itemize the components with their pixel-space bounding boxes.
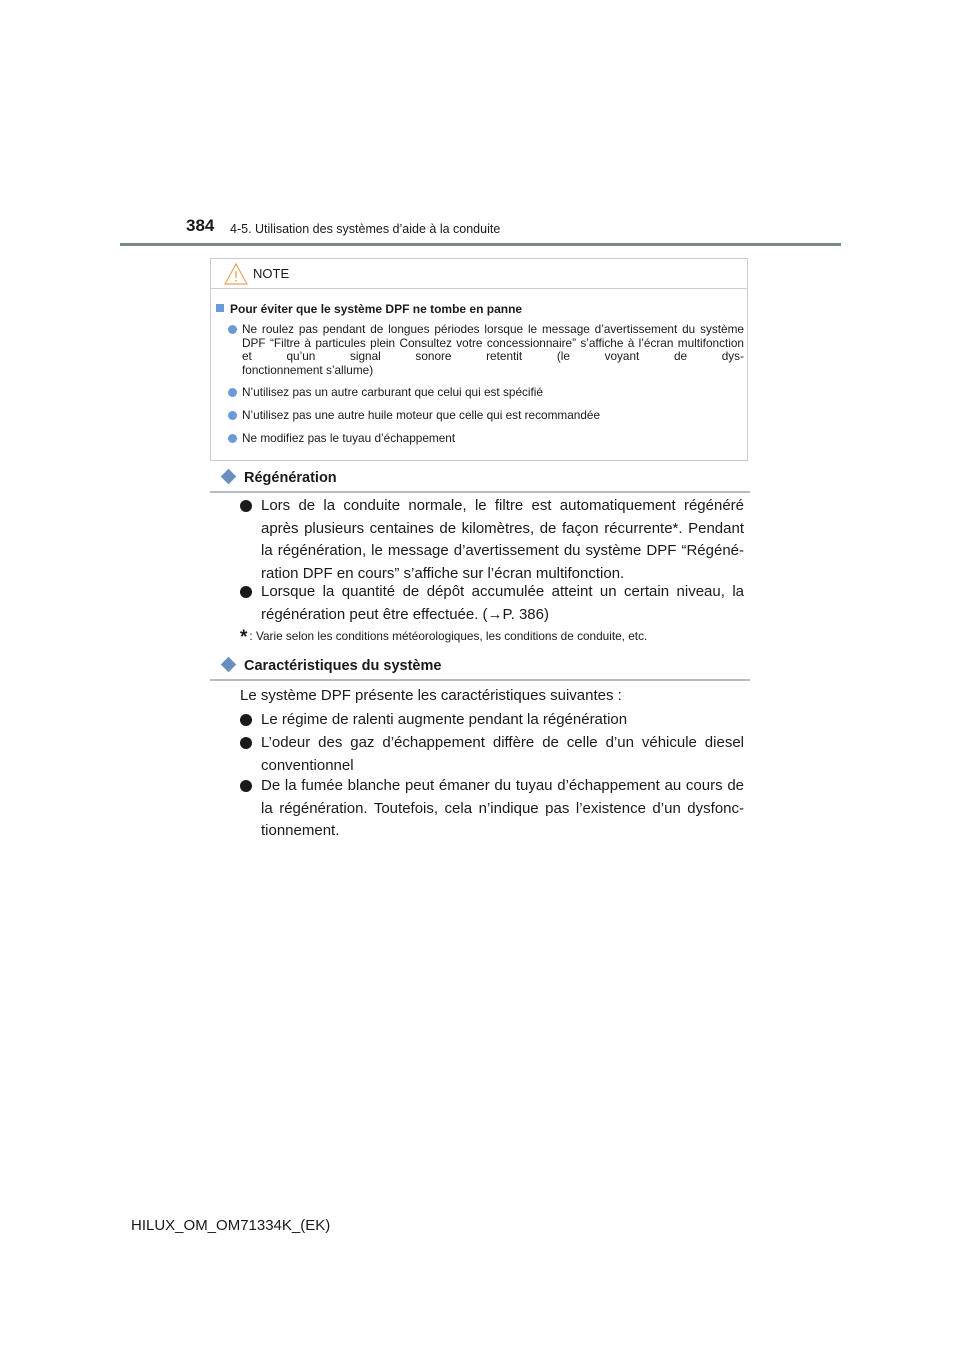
bullet-dot-icon [240, 714, 252, 726]
features-bullet [240, 775, 744, 843]
note-heading-text: Pour éviter que le système DPF ne tombe en panne [230, 302, 523, 316]
bullet-dot-icon [240, 586, 252, 598]
bullet-text-end: ration DPF en cours” s’affiche sur l’écran multifonction. [261, 564, 625, 582]
page-number: 384 [186, 216, 215, 235]
regeneration-heading [223, 470, 337, 486]
note-title: NOTE [253, 266, 290, 281]
bullet-text-end: conventionnel [261, 756, 354, 774]
diamond-icon [221, 657, 237, 673]
features-rule [210, 679, 750, 681]
bullet-text-end: régénération peut être effectuée. (→P. 386) [261, 605, 549, 623]
note-heading [216, 302, 522, 316]
note-item-text: Ne roulez pas pendant de longues périodes lorsque le message d’avertissement du système DPF “Filtre à particules plein Consultez votre concessionnaire” s’affiche à l’écran multifonction et qu’un signal sonore retentit (le voyant de dys- [242, 322, 744, 363]
footnote [240, 627, 647, 649]
document-code: HILUX_OM_OM71334K_(EK) [131, 1217, 331, 1234]
square-bullet-icon [216, 304, 224, 312]
bullet-text: Lors de la conduite normale, le filtre est automatiquement régénéré après plusieurs centaines de kilomètres, de façon récurrente*. Pendant la régénération, le message d’avertissement du système DPF “Régéné- [261, 497, 744, 559]
bullet-text: Le régime de ralenti augmente pendant la régénération [261, 711, 628, 728]
footnote-marker: * [240, 627, 248, 648]
regeneration-heading-text: Régénération [244, 470, 337, 486]
bullet-dot-icon [240, 737, 252, 749]
bullet-dot-icon [240, 500, 252, 512]
features-bullet [240, 709, 744, 732]
regeneration-bullet [240, 495, 744, 585]
note-item-text: Ne modifiez pas le tuyau d’échappement [242, 431, 456, 445]
note-item [228, 409, 744, 423]
features-bullet [240, 732, 744, 777]
note-item [228, 323, 744, 377]
features-heading-text: Caractéristiques du système [244, 658, 442, 674]
bullet-dot-icon [228, 434, 237, 443]
bullet-dot-icon [228, 388, 237, 397]
note-item-text: N’utilisez pas une autre huile moteur que celle qui est recommandée [242, 408, 601, 422]
note-item [228, 432, 744, 446]
bullet-text: De la fumée blanche peut émaner du tuyau d’échappement au cours de la régénération. Toutefois, cela n’indique pas l’existence d’un dysfonc- [261, 777, 744, 817]
note-item [228, 386, 744, 400]
bullet-dot-icon [228, 325, 237, 334]
note-item-text-end: fonctionnement s’allume) [242, 362, 374, 377]
note-title-row [211, 259, 747, 289]
warning-triangle-icon [224, 262, 248, 286]
section-header: 4-5. Utilisation des systèmes d’aide à la conduite [230, 222, 501, 236]
bullet-text: Lorsque la quantité de dépôt accumulée atteint un certain niveau, la [261, 583, 744, 600]
note-box [210, 258, 748, 461]
bullet-dot-icon [228, 411, 237, 420]
footnote-text: : Varie selon les conditions météorologiques, les conditions de conduite, etc. [249, 629, 648, 643]
header-rule [120, 243, 841, 246]
bullet-text-end: tionnement. [261, 822, 340, 839]
bullet-text: L’odeur des gaz d’échappement diffère de celle d’un véhicule diesel [261, 734, 744, 751]
note-item-text: N’utilisez pas un autre carburant que celui qui est spécifié [242, 385, 543, 399]
regeneration-bullet [240, 581, 744, 626]
bullet-dot-icon [240, 780, 252, 792]
features-heading [223, 658, 441, 674]
diamond-icon [221, 469, 237, 485]
features-intro: Le système DPF présente les caractéristiques suivantes : [240, 687, 622, 704]
regeneration-rule [210, 491, 750, 493]
